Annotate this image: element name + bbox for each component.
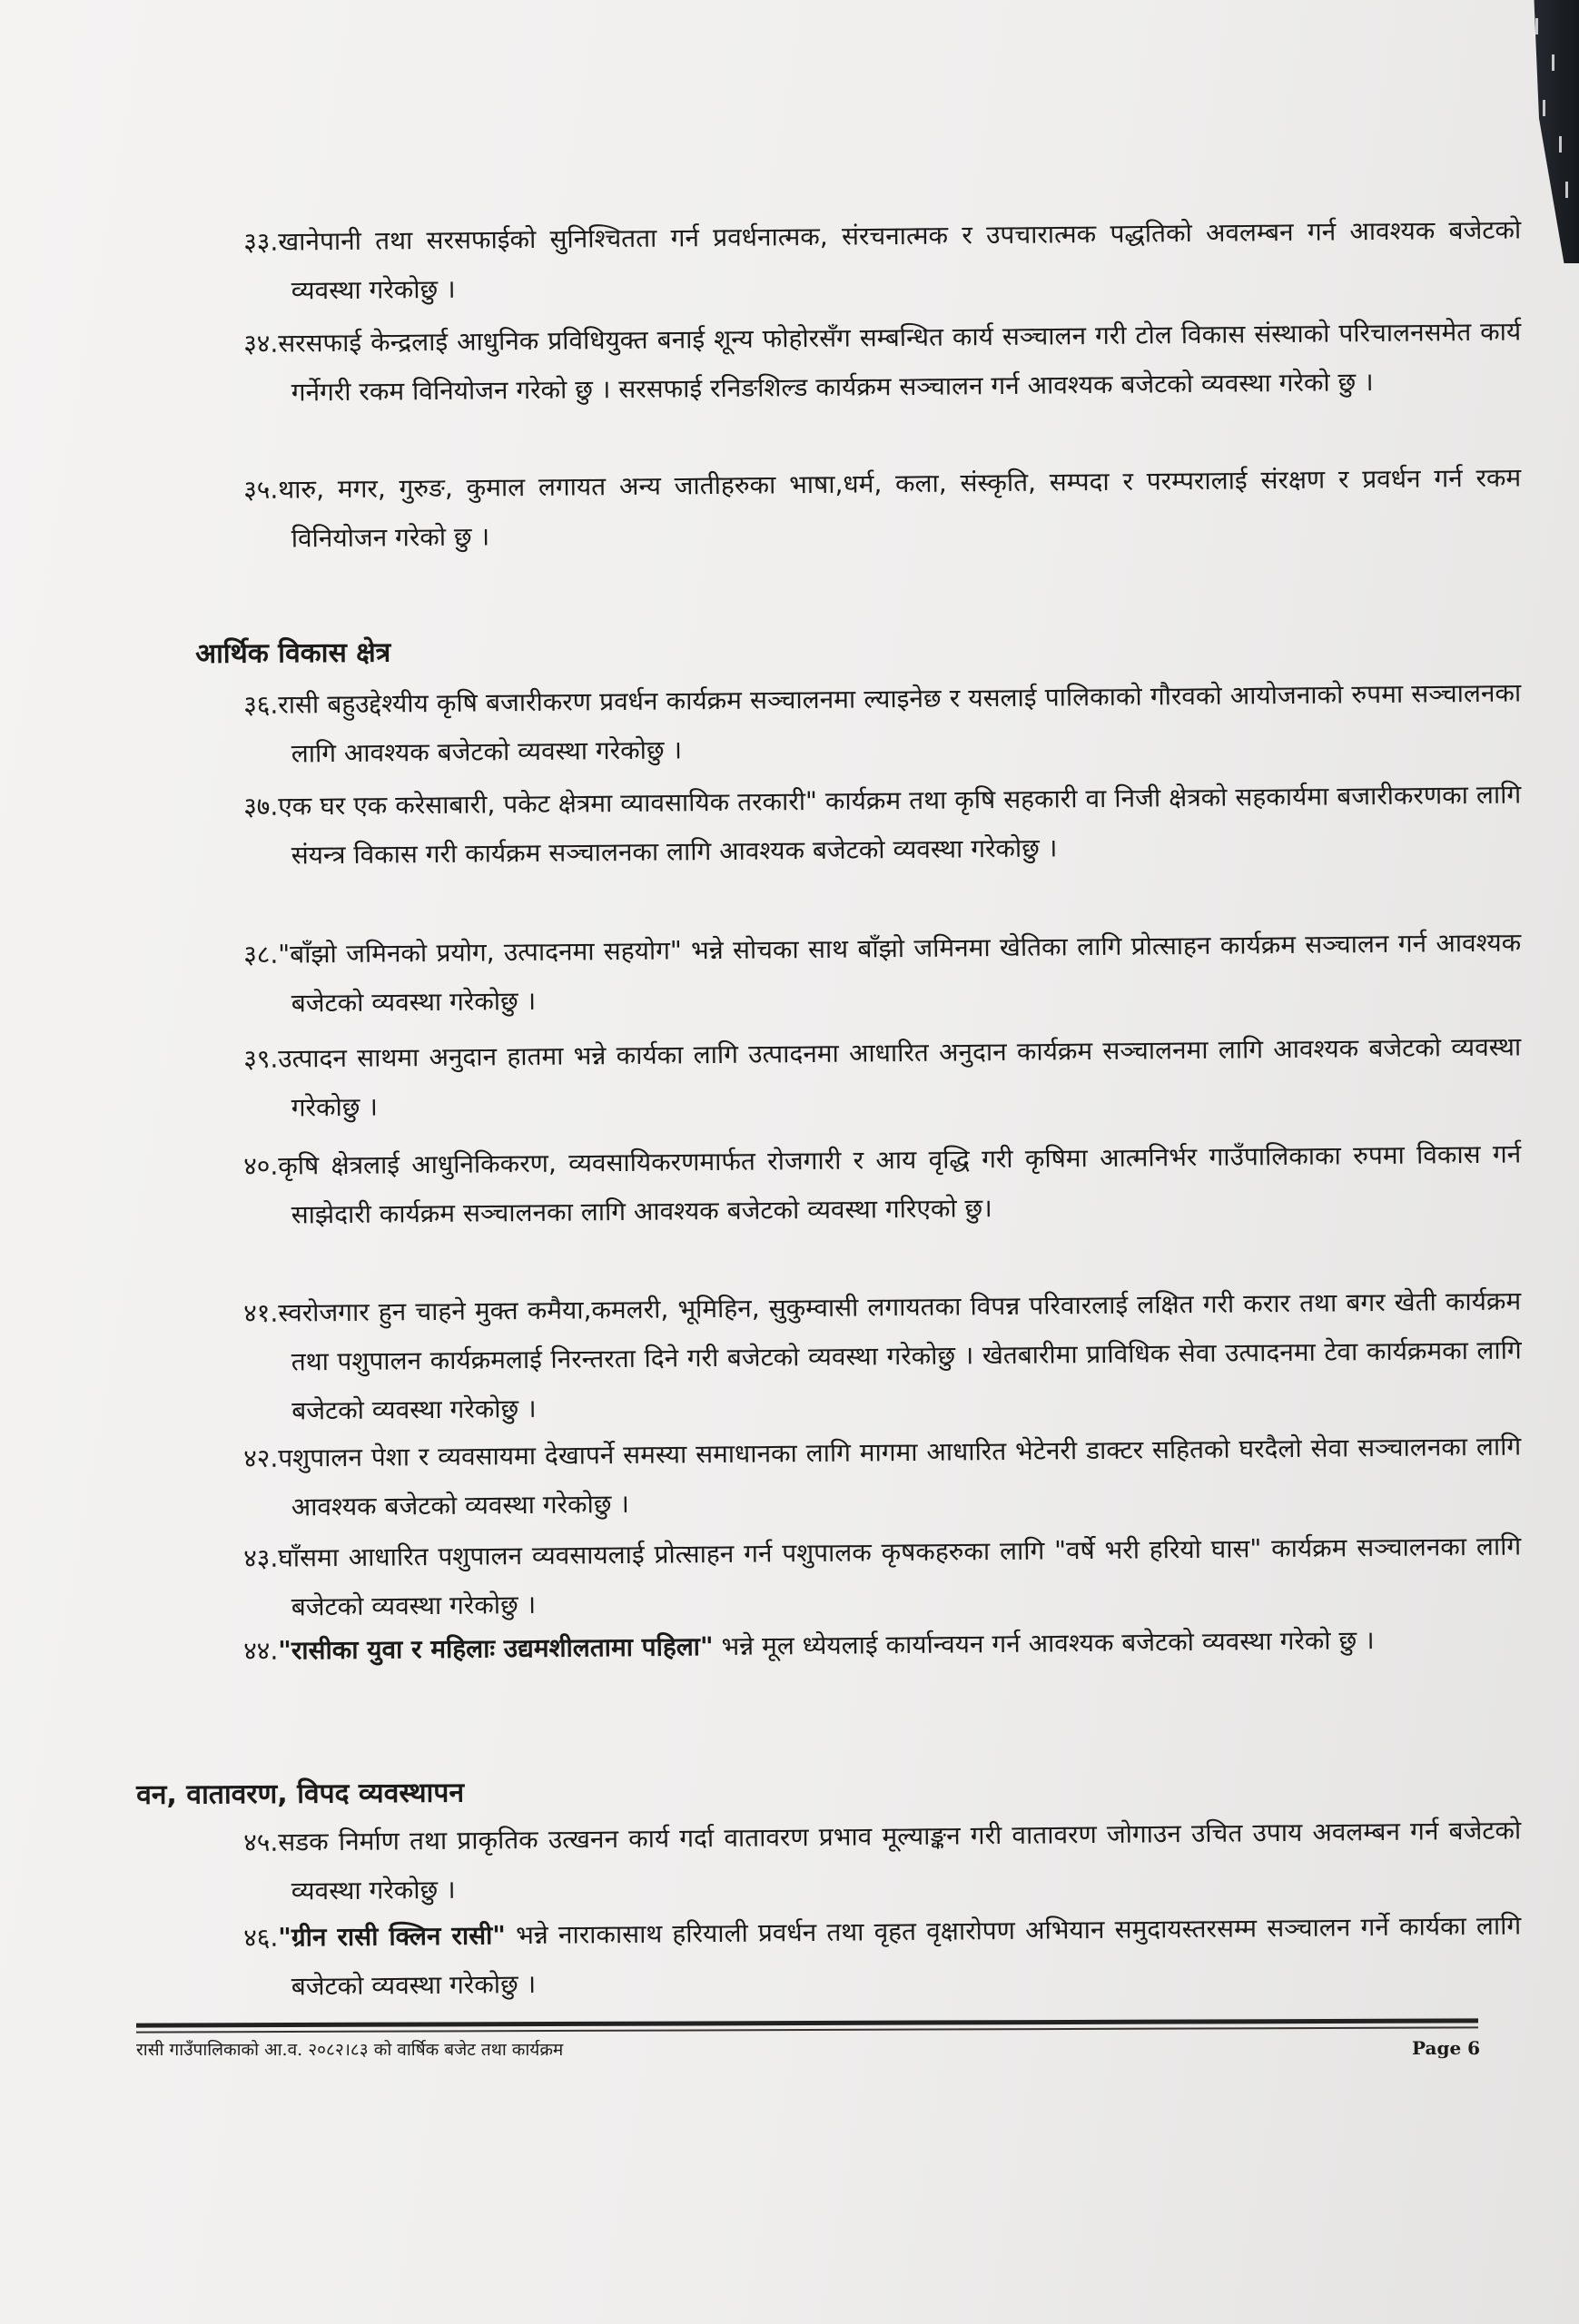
list-item — [243, 1276, 1522, 1435]
item-number: ३९. — [243, 1043, 279, 1074]
item-text: खानेपानी तथा सरसफाईको सुनिश्चितता गर्न प्रवर्धनात्मक, संरचनात्मक र उपचारात्मक पद्धतिको अवलम्बन गर्न आवश्यक बजेटको व्यवस्था गरेकोछु । — [278, 214, 1522, 306]
item-number: ४१. — [243, 1297, 279, 1328]
item-text: स्वरोजगार हुन चाहने मुक्त कमैया,कमलरी, भूमिहिन, सुकुम्वासी लगायतका विपन्न परिवारलाई लक्षित गरी करार तथा बगर खेती कार्यक्रम तथा पशुपालन कार्यक्रमलाई निरन्तरता दिने गरी बजेटको व्यवस्था गरेकोछु । खेतबारीमा प्राविधिक सेवा उत्पादनमा टेवा कार्यक्रमका लागि बजेटको व्यवस्था गरेकोछु । — [278, 1285, 1522, 1426]
item-text: पशुपालन पेशा र व्यवसायमा देखापर्ने समस्या समाधानका लागि मागमा आधारित भेटेनरी डाक्टर सहितको घरदैलो सेवा सञ्चालनका लागि आवश्यक बजेटको व्यवस्था गरेकोछु । — [278, 1431, 1522, 1522]
item-number: ३६. — [243, 689, 279, 720]
section-heading: वन, वातावरण, विपद व्यवस्थापन — [136, 1777, 465, 1811]
item-number: ४६. — [243, 1922, 279, 1953]
item-number: ४४. — [243, 1635, 279, 1666]
list-item — [243, 1422, 1522, 1532]
item-number: ४०. — [243, 1150, 279, 1181]
item-text: एक घर एक करेसाबारी, पकेट क्षेत्रमा व्यावसायिक तरकारी" कार्यक्रम तथा कृषि सहकारी वा निजी क्षेत्रको सहकार्यमा बजारीकरणका लागि संयन्त्र विकास गरी कार्यक्रम सञ्चालनका लागि आवश्यक बजेटको व्यवस्था गरेकोछु । — [278, 779, 1522, 871]
footer-document-title: रासी गाउँपालिकाको आ.व. २०८२।८३ को वार्षिक बजेट तथा कार्यक्रम — [136, 2040, 564, 2060]
list-item — [243, 307, 1522, 418]
item-number: ४५. — [243, 1827, 279, 1857]
item-number: ३४. — [243, 328, 279, 359]
list-item — [243, 918, 1522, 1029]
item-text: सडक निर्माण तथा प्राकृतिक उत्खनन कार्य गर्दा वातावरण प्रभाव मूल्याङ्कन गरी वातावरण जोगाउन उचित उपाय अवलम्बन गर्न बजेटको व्यवस्था गरेकोछु । — [278, 1815, 1522, 1906]
item-number: ३३. — [243, 226, 279, 257]
item-bold-text: "रासीका युवा र महिलाः उद्यमशीलतामा पहिला" — [278, 1631, 714, 1666]
item-number: ३७. — [243, 791, 279, 822]
list-item — [243, 1901, 1522, 2012]
list-item — [243, 668, 1522, 779]
list-item — [243, 770, 1522, 881]
item-number: ३८. — [243, 939, 279, 970]
item-text: थारु, मगर, गुरुङ, कुमाल लगायत अन्य जातीहरुका भाषा,धर्म, कला, संस्कृति, सम्पदा र परम्परालाई संरक्षण र प्रवर्धन गर्न रकम विनियोजन गरेको छु । — [278, 462, 1522, 554]
list-item — [243, 205, 1522, 316]
section-heading: आर्थिक विकास क्षेत्र — [195, 636, 391, 670]
footer-page-number: Page 6 — [1412, 2037, 1481, 2059]
list-item — [243, 1129, 1522, 1240]
item-number: ४३. — [243, 1542, 279, 1573]
item-text: भन्ने नाराकासाथ हरियाली प्रवर्धन तथा वृहत वृक्षारोपण अभियान समुदायस्तरसम्म सञ्चालन गर्ने कार्यका लागि बजेटको व्यवस्था गरेकोछु । — [291, 1910, 1522, 2002]
item-number: ३५. — [243, 474, 279, 505]
footer-rule-thin — [136, 2026, 1478, 2033]
item-text: घाँसमा आधारित पशुपालन व्यवसायलाई प्रोत्साहन गर्न पशुपालक कृषकहरुका लागि "वर्षे भरी हरियो घास" कार्यक्रम सञ्चालनका लागि बजेटको व्यवस्था गरेकोछु । — [278, 1531, 1522, 1622]
item-text: भन्ने मूल ध्येयलाई कार्यान्वयन गर्न आवश्यक बजेटको व्यवस्था गरेको छु । — [713, 1625, 1375, 1662]
item-text: रासी बहुउद्देश्यीय कृषि बजारीकरण प्रवर्धन कार्यक्रम सञ्चालनमा ल्याइनेछ र यसलाई पालिकाको गौरवको आयोजनाको रुपमा सञ्चालनका लागि आवश्यक बजेटको व्यवस्था गरेकोछु । — [278, 677, 1522, 769]
item-text: कृषि क्षेत्रलाई आधुनिकिकरण, व्यवसायिकरणमार्फत रोजगारी र आय वृद्धि गरी कृषिमा आत्मनिर्भर गाउँपालिकाका रुपमा विकास गर्न साझेदारी कार्यक्रम सञ्चालनका लागि आवश्यक बजेटको व्यवस्था गरिएको छु। — [278, 1138, 1522, 1230]
footer-rule-thick — [136, 2018, 1478, 2027]
list-item — [243, 1022, 1522, 1133]
item-text: "बाँझो जमिनको प्रयोग, उत्पादनमा सहयोग" भन्ने सोचका साथ बाँझो जमिनमा खेतिका लागि प्रोत्साहन कार्यक्रम सञ्चालन गर्न आवश्यक बजेटको व्यवस्था गरेकोछु । — [278, 927, 1522, 1019]
item-bold-text: "ग्रीन रासी क्लिन रासी" — [278, 1920, 507, 1953]
item-text: सरसफाई केन्द्रलाई आधुनिक प्रविधियुक्त बनाई शून्य फोहोरसँग सम्बन्धित कार्य सञ्चालन गरी टोल विकास संस्थाको परिचालनसमेत कार्य गर्नेगरी रकम विनियोजन गरेको छु । सरसफाई रनिङशिल्ड कार्यक्रम सञ्चालन गर्न आवश्यक बजेटको व्यवस्था गरेको छु । — [278, 316, 1522, 408]
item-number: ४२. — [243, 1443, 279, 1473]
item-text: उत्पादन साथमा अनुदान हातमा भन्ने कार्यका लागि उत्पादनमा आधारित अनुदान कार्यक्रम सञ्चालनमा लागि आवश्यक बजेटको व्यवस्था गरेकोछु । — [278, 1031, 1522, 1123]
list-item — [243, 1806, 1522, 1916]
list-item — [243, 453, 1522, 564]
